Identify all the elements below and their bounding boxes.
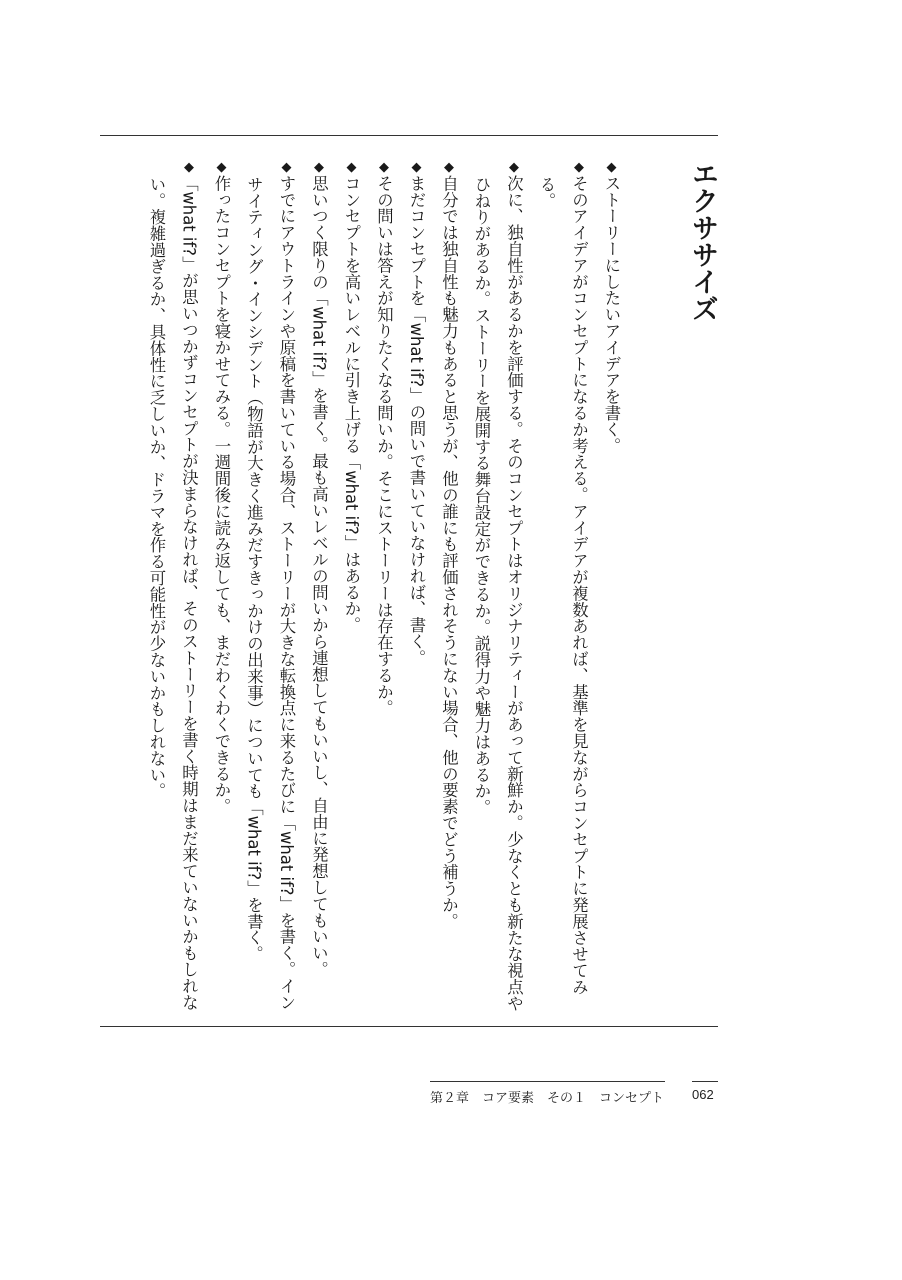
- list-item: [205, 160, 238, 1020]
- top-rule: [100, 135, 718, 136]
- bottom-rule: [100, 1026, 718, 1027]
- bullet-icon: ◆: [181, 160, 197, 175]
- page-number-rule: [692, 1081, 718, 1082]
- page-footer: [430, 1081, 730, 1107]
- item-text: まだコンセプトを「what if?」の問いで書いていなければ、書く。: [407, 175, 426, 666]
- item-text: すでにアウトラインや原稿を書いている場合、ストーリーが大きな転換点に来るたびに「what if?」を書く。インサイティング・インシデント（物語が大きく進みだすきっかけの出来事）についても「what if?」を書く。: [244, 175, 296, 1011]
- list-item: [595, 160, 628, 1020]
- list-item: [400, 160, 433, 1020]
- list-item: [465, 160, 530, 1020]
- bullet-icon: ◆: [506, 160, 522, 175]
- item-text: そのアイデアがコンセプトになるか考える。アイデアが複数あれば、基準を見ながらコンセプトに発展させてみる。: [537, 175, 589, 995]
- bullet-icon: ◆: [344, 160, 359, 175]
- chapter-title: 第２章 コア要素 その１ コンセプト: [430, 1090, 665, 1105]
- section-heading: エクササイズ: [687, 160, 718, 322]
- item-text: 自分では独自性も魅力もあると思うが、他の誰にも評価されそうにない場合、他の要素でどう補うか。: [439, 175, 459, 930]
- list-item: [530, 160, 595, 1020]
- item-text: 次に、独自性があるかを評価する。そのコンセプトはオリジナリティーがあって新鮮か。少なくとも新たな視点やひねりがあるか。ストーリーを展開する舞台設定ができるか。説得力や魅力はあるか。: [472, 175, 524, 1012]
- bullet-icon: ◆: [376, 160, 392, 175]
- bullet-icon: ◆: [214, 160, 229, 175]
- list-item: [432, 160, 465, 1020]
- item-text: ストーリーにしたいアイデアを書く。: [602, 175, 621, 454]
- bullet-icon: ◆: [409, 160, 424, 175]
- exercise-section: [95, 160, 725, 1020]
- list-item: [335, 160, 368, 1020]
- bullet-icon: ◆: [571, 160, 587, 175]
- exercise-list: [140, 160, 628, 1020]
- footer-rule: [430, 1081, 665, 1082]
- page-number: 062: [692, 1087, 714, 1102]
- item-text: 思いつく限りの「what if?」を書く。最も高いレベルの問いから連想してもいいし、自由に発想してもいい。: [309, 175, 329, 978]
- item-text: その問いは答えが知りたくなる問いか。そこにストーリーは存在するか。: [374, 175, 394, 717]
- item-text: コンセプトを高いレベルに引き上げる「what if?」はあるか。: [342, 175, 361, 634]
- list-item: [302, 160, 335, 1020]
- list-item: [367, 160, 400, 1020]
- list-item: [237, 160, 302, 1020]
- item-text: 「what if?」が思いつかずコンセプトが決まらなければ、そのストーリーを書く時期はまだ来ていないかもしれない。複雑過ぎるか、具体性に乏しいか、ドラマを作る可能性が少ないかもしれない。: [147, 175, 199, 1011]
- list-item: [140, 160, 205, 1020]
- item-text: 作ったコンセプトを寝かせてみる。一週間後に読み返しても、まだわくわくできるか。: [212, 175, 231, 815]
- bullet-icon: ◆: [279, 160, 294, 175]
- bullet-icon: ◆: [441, 160, 457, 175]
- bullet-icon: ◆: [604, 160, 619, 175]
- bullet-icon: ◆: [311, 160, 327, 175]
